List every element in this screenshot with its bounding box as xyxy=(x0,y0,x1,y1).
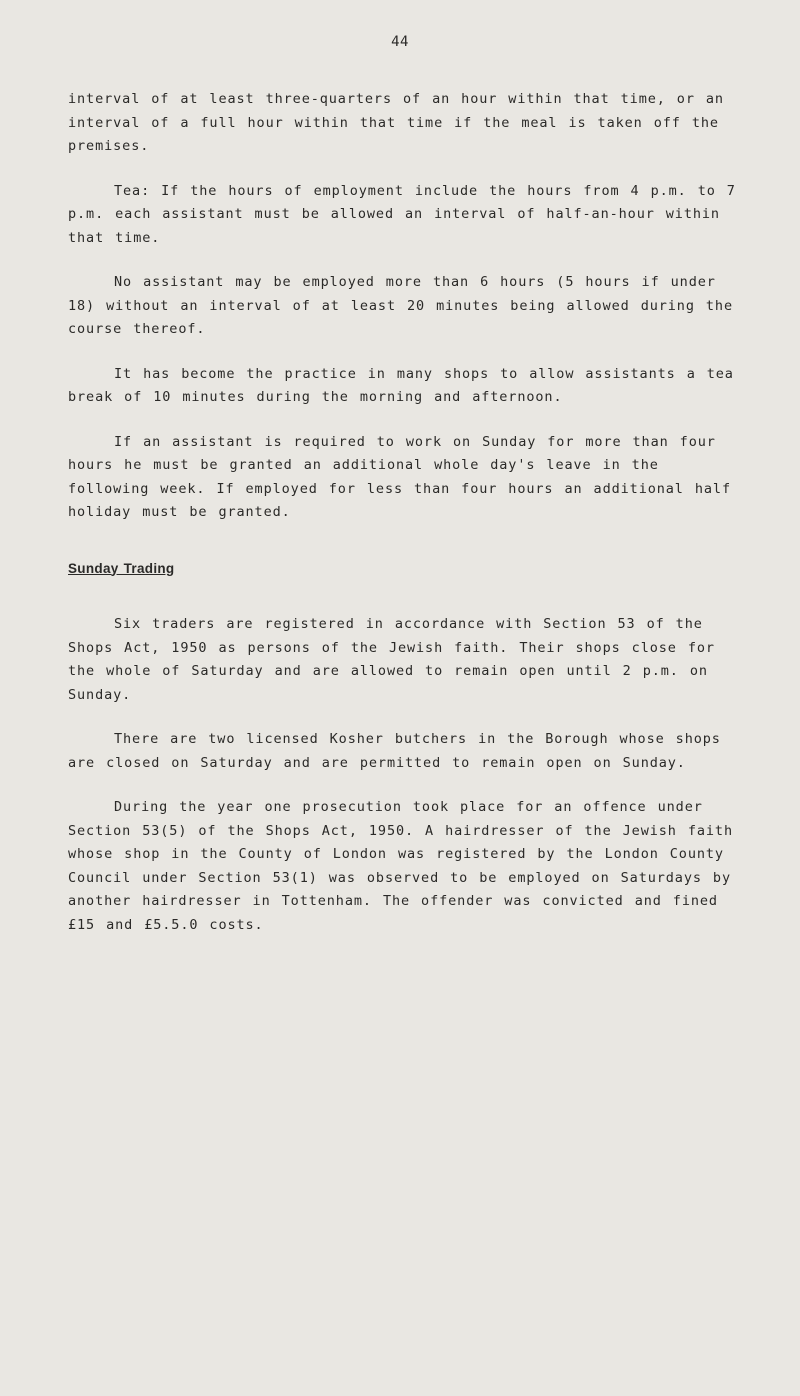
paragraph-registered-traders: Six traders are registered in accordance with Section 53 of the Shops Act, 1950 as persons of the Jewish faith. Their shops close for the whole of Saturday and are allowed to remain open until 2 p.m. on Sunday. xyxy=(68,616,715,703)
paragraph-continuation: interval of at least three-quarters of an hour within that time, or an interval of a full hour within that time if the meal is taken off the premises. xyxy=(68,91,724,154)
section-heading-sunday-trading: Sunday Trading xyxy=(68,560,175,576)
paragraph-tea-interval: Tea: If the hours of employment include the hours from 4 p.m. to 7 p.m. each assistant must be allowed an interval of half-an-hour within that time. xyxy=(68,182,736,246)
page-number: 44 xyxy=(391,34,409,50)
paragraph-kosher-butchers: There are two licensed Kosher butchers in the Borough whose shops are closed on Saturday and are permitted to remain open on Sunday. xyxy=(68,731,721,771)
document-body xyxy=(68,88,740,958)
paragraph-prosecution: During the year one prosecution took place for an offence under Section 53(5) of the Shops Act, 1950. A hairdresser of the Jewish faith whose shop in the County of London was registered by the London County Council under Section 53(1) was observed to be employed on Saturdays by another hairdresser in Tottenham. The offender was convicted and fined £15 and £5.5.0 costs. xyxy=(68,799,733,933)
paragraph-sunday-work: If an assistant is required to work on Sunday for more than four hours he must be granted an additional whole day's leave in the following week. If employed for less than four hours an additional half holiday must be granted. xyxy=(68,433,731,520)
paragraph-max-hours: No assistant may be employed more than 6 hours (5 hours if under 18) without an interval of at least 20 minutes being allowed during the course thereof. xyxy=(68,274,733,337)
paragraph-tea-break: It has become the practice in many shops to allow assistants a tea break of 10 minutes during the morning and afternoon. xyxy=(68,365,734,405)
